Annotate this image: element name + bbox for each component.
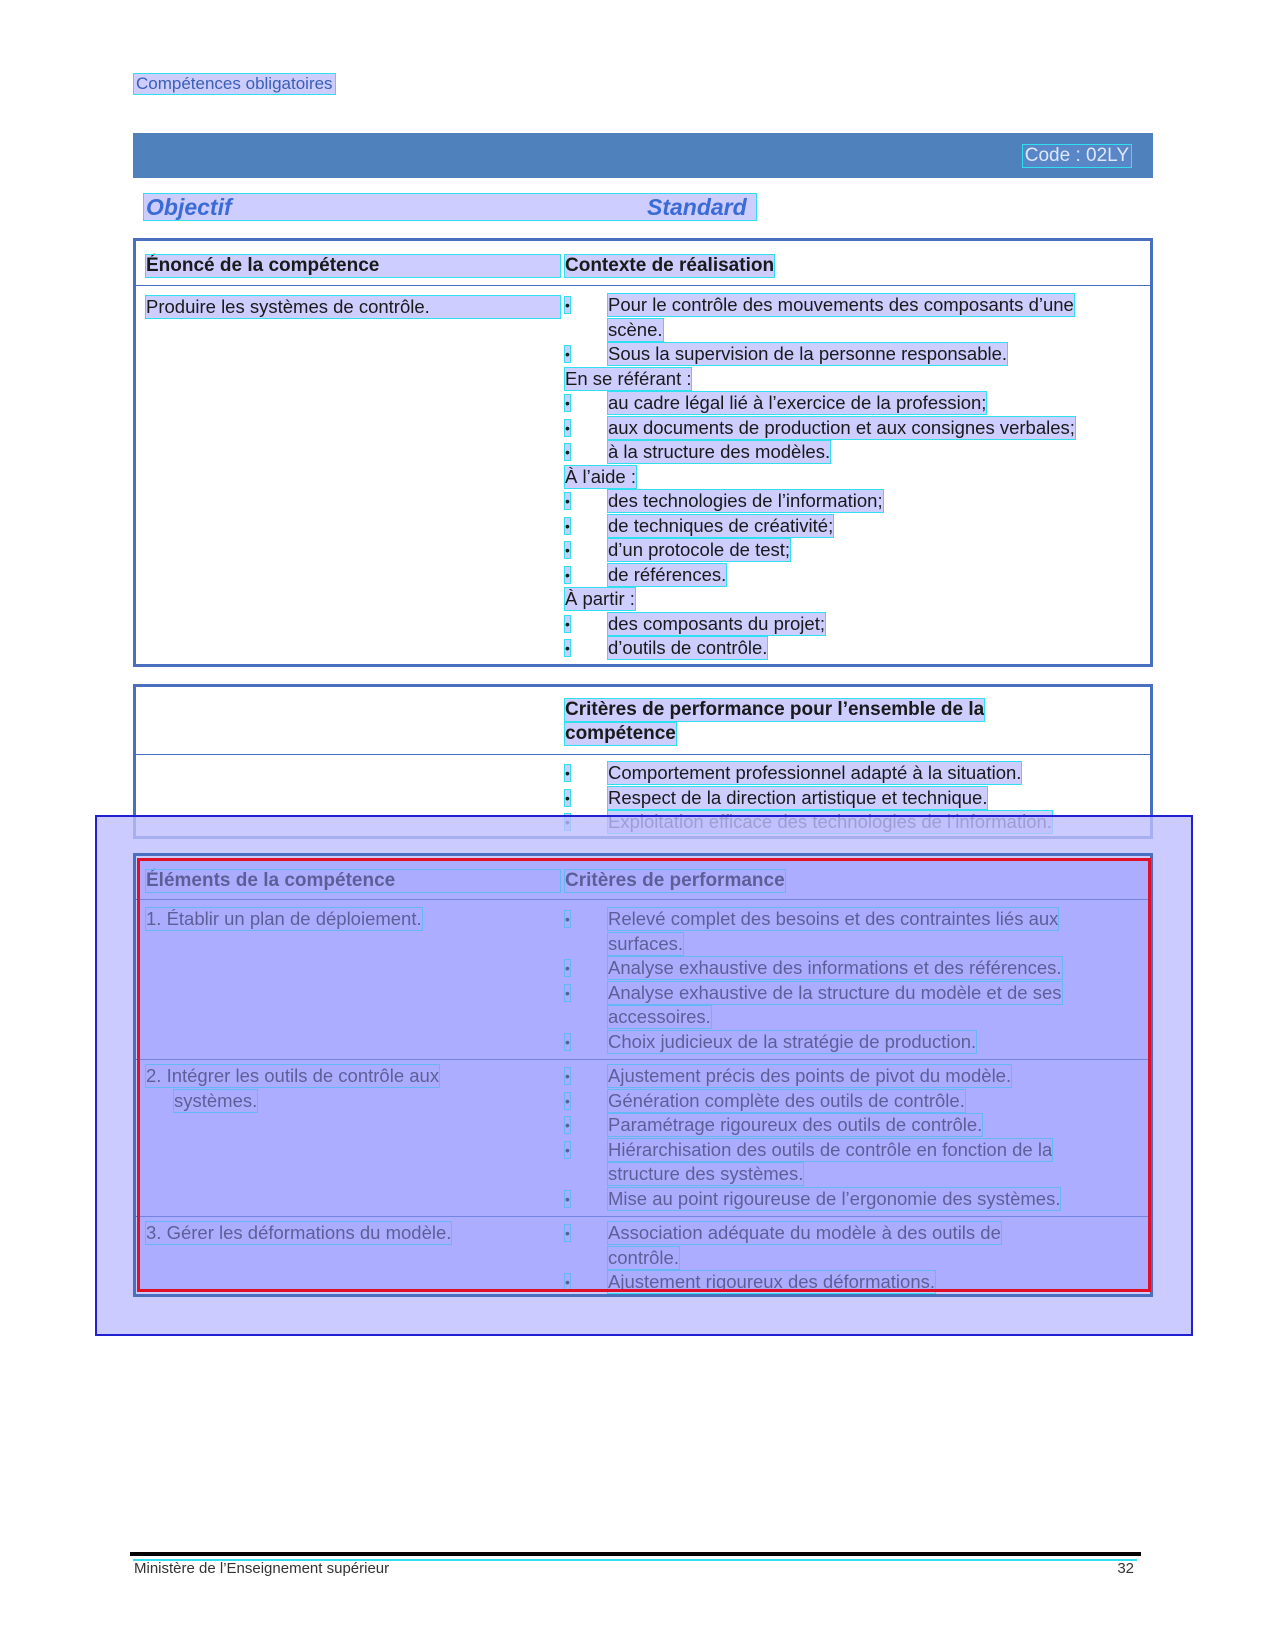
overall-criterion: Respect de la direction artistique et technique. xyxy=(608,786,988,808)
context-item: de techniques de créativité; xyxy=(608,514,834,536)
bullet-icon: • xyxy=(565,615,570,632)
overall-criteria-header-line: Critères de performance pour l’ensemble de la xyxy=(565,699,985,720)
bullet-icon: • xyxy=(565,542,570,558)
objective-standard-row xyxy=(144,194,756,220)
context-item: au cadre légal lié à l’exercice de la profession; xyxy=(608,392,987,413)
context-item: Sous la supervision de la personne responsable. xyxy=(608,343,1008,364)
statement-header: Énoncé de la compétence xyxy=(146,255,560,277)
page-number: 32 xyxy=(1117,1560,1134,1577)
context-header: Contexte de réalisation xyxy=(565,255,775,276)
context-item: des technologies de l’information; xyxy=(608,490,883,511)
overall-criteria-header-line: compétence xyxy=(565,723,676,744)
table-divider xyxy=(136,285,1150,286)
competency-code: Code : 02LY xyxy=(1024,145,1129,166)
context-item: scène. xyxy=(608,318,663,340)
context-subheading: À partir : xyxy=(565,588,635,609)
standard-heading: Standard xyxy=(647,194,747,220)
context-item: à la structure des modèles. xyxy=(608,441,831,462)
bullet-icon: • xyxy=(565,640,570,656)
context-subheading: À l’aide : xyxy=(565,465,636,487)
bullet-icon: • xyxy=(565,419,570,436)
context-item: d’un protocole de test; xyxy=(608,539,791,560)
bullet-icon: • xyxy=(565,444,570,460)
context-subheading: En se référant : xyxy=(565,367,692,389)
bullet-icon: • xyxy=(565,346,570,362)
context-item: aux documents de production et aux consignes verbales; xyxy=(608,416,1075,438)
context-item: de références. xyxy=(608,563,727,585)
bullet-icon: • xyxy=(565,297,570,313)
running-title: Compétences obligatoires xyxy=(136,74,333,93)
ministry-name: Ministère de l’Enseignement supérieur xyxy=(134,1560,390,1577)
bullet-icon: • xyxy=(565,493,570,509)
context-item: Pour le contrôle des mouvements des composants d’une xyxy=(608,294,1074,315)
bullet-icon: • xyxy=(565,765,570,781)
footer-rule xyxy=(130,1552,1141,1556)
competency-statement: Produire les systèmes de contrôle. xyxy=(146,296,560,318)
bullet-icon: • xyxy=(565,395,570,411)
highlight-frame xyxy=(137,858,1151,1292)
bullet-icon: • xyxy=(565,789,570,806)
context-item: des composants du projet; xyxy=(608,612,825,634)
table-divider xyxy=(136,754,1150,755)
code-bar xyxy=(133,133,1153,178)
bullet-icon: • xyxy=(565,566,570,583)
bullet-icon: • xyxy=(565,517,570,534)
overall-criterion: Comportement professionnel adapté à la situation. xyxy=(608,762,1022,783)
context-item: d’outils de contrôle. xyxy=(608,637,768,658)
statement-context-table xyxy=(133,238,1153,667)
objective-heading: Objectif xyxy=(146,194,232,220)
